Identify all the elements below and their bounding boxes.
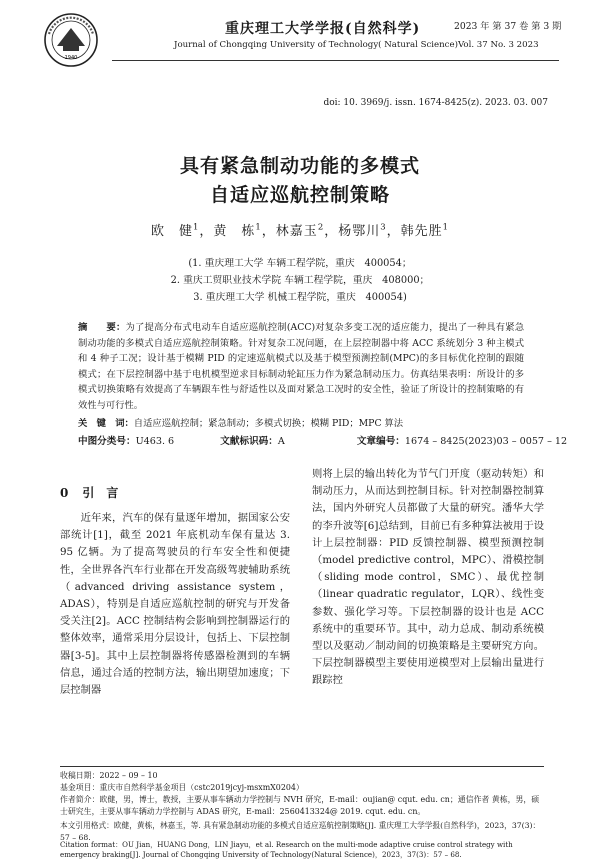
journal-title-cn: 重庆理工大学学报(自然科学) bbox=[225, 21, 421, 37]
abstract-label: 摘 要： bbox=[78, 322, 126, 333]
clc-value: U463. 6 bbox=[135, 436, 175, 447]
article-number-label: 文章编号： bbox=[356, 436, 405, 447]
clc-label: 中图分类号： bbox=[78, 436, 136, 447]
doc-code-label: 文献标识码： bbox=[220, 436, 278, 447]
body-column-left bbox=[60, 510, 290, 699]
section-heading bbox=[60, 484, 118, 501]
paper-title-line2: 自适应巡航控制策略 bbox=[209, 184, 390, 206]
classification-line bbox=[78, 433, 568, 447]
affiliation-3: 3. 重庆理工大学 机械工程学院，重庆 400054) bbox=[193, 292, 407, 303]
body-paragraph: 则将上层的输出转化为节气门开度（驱动转矩）和制动压力，从而达到控制目标。针对控制器控制算法，国内外研究人员都做了大量的研究。潘华大学的李升波等[6]总结到，目前已有多种算法被用于设计上层控制器：PID 反馈控制器、模型预测控制（model predictive control，MPC）、滑模控制（sliding mode control，SMC）、最优控制（linear quadratic regulator，LQR）、线性变参数、强化学习等。下层控制器的设计也是 ACC 系统中的重要环节。其中，动力总成、制动系统模型以及驱动／制动间的切换策略是主要研究方向。下层控制器模型主要使用逆模型对上层输出量进行跟踪控 bbox=[312, 468, 544, 687]
author-affiliation-mark: 1 bbox=[193, 221, 200, 232]
citation-en: Citation format：OU Jian，HUANG Dong，LIN Jiayu，et al. Research on the multi-mode adaptive cruise control strategy with emergency braking[J]. Journal of Chongqing University of Technology(Natural Science)，2023，37(3)：57 – 68. bbox=[60, 840, 513, 859]
affiliation-1: (1. 重庆理工大学 车辆工程学院，重庆 400054； bbox=[188, 258, 412, 269]
body-column-right bbox=[312, 466, 544, 690]
abstract bbox=[78, 320, 524, 414]
article-number-value: 1674 – 8425(2023)03 – 0057 – 12 bbox=[404, 436, 568, 447]
section-number: 0 bbox=[60, 486, 69, 500]
fund-info: 基金项目：重庆市自然科学基金项目（cstc2019jcyj-msxmX0204） bbox=[60, 783, 304, 792]
issue-info-cn: 2023 年 第 37 卷 第 3 期 bbox=[454, 21, 562, 32]
author-name: 韩先胜 bbox=[400, 224, 443, 239]
author-name: 欧 健 bbox=[150, 224, 193, 239]
author-bio: 作者简介：欧健，男，博士，教授，主要从事车辆动力学控制与 NVH 研究，E-mail：oujian@ cqut. edu. cn；通信作者 黄栋，男，硕士研究生，主要从事车辆动力学控制与 ADAS 研究，E-mail：2560413324@ 2019. cqut. edu. cn。 bbox=[60, 795, 540, 816]
author-separator: ， bbox=[261, 224, 276, 239]
affiliation-2: 2. 重庆工贸职业技术学院 车辆工程学院，重庆 408000； bbox=[170, 275, 430, 286]
author-affiliation-mark: 1 bbox=[255, 221, 262, 232]
author-affiliation-mark: 1 bbox=[442, 221, 449, 232]
issue-info-en: Vol. 37 No. 3 2023 bbox=[458, 40, 539, 50]
keywords-label: 关 键 词： bbox=[78, 418, 134, 429]
author-list bbox=[0, 220, 600, 239]
author-separator: ， bbox=[324, 224, 339, 239]
keywords-text: 自适应巡航控制；紧急制动；多模式切换；模糊 PID；MPC 算法 bbox=[133, 418, 404, 429]
university-logo bbox=[43, 12, 99, 68]
journal-title-en: Journal of Chongqing University of Technology( Natural Science) bbox=[174, 40, 458, 50]
section-title: 引 言 bbox=[82, 486, 119, 500]
author-affiliation-mark: 2 bbox=[317, 221, 325, 232]
footnote-rule bbox=[60, 766, 544, 767]
author-affiliation-mark: 3 bbox=[380, 221, 387, 232]
author-name: 杨鄂川 bbox=[338, 224, 381, 239]
header-rule bbox=[112, 60, 559, 61]
doc-code-value: A bbox=[277, 436, 285, 447]
citation-cn: 本文引用格式：欧健，黄栋，林嘉玉，等. 具有紧急制动功能的多模式自适应巡航控制策略[J]. 重庆理工大学学报(自然科学)，2023，37(3)：57 – 68. bbox=[60, 821, 541, 842]
body-paragraph: 近年来，汽车的保有量逐年增加，据国家公安部统计[1]，截至 2021 年底机动车保有量达 3. 95 亿辆。为了提高驾驶员的行车安全性和便捷性，全世界各汽车行业都在开发高级驾驶辅助系统（advanced driving assistance system，ADAS），特别是自适应巡航控制的研究与开发备受关注[2]。ACC 控制结构会影响到控制器运行的整体效率，通常采用分层设计，包括上、下层控制器[3-5]。其中上层控制器将传感器检测到的车辆信息，通过合适的控制方法，输出期望加速度；下层控制器 bbox=[60, 512, 290, 697]
author-name: 黄 栋 bbox=[213, 224, 256, 239]
paper-title-line1: 具有紧急制动功能的多模式 bbox=[179, 155, 420, 177]
keywords bbox=[78, 415, 403, 429]
doi: doi: 10. 3969/j. issn. 1674-8425(z). 2023. 03. 007 bbox=[323, 98, 548, 108]
logo-year: 1940 bbox=[64, 55, 78, 61]
author-separator: ， bbox=[386, 224, 401, 239]
author-separator: ， bbox=[199, 224, 214, 239]
abstract-text: 为了提高分布式电动车自适应巡航控制(ACC)对复杂多变工况的适应能力，提出了一种具有紧急制动功能的多模式自适应巡航控制策略。针对复杂工况问题，在上层控制器中将 ACC 系统划分 3 种主模式和 4 种子工况；设计基于模糊 PID 的定速巡航模式以及基于模型预测控制(MPC)的多目标优化控制的跟随模式；在下层控制器中基于电机模型逆求目标制动轮缸压力作为紧急制动压力。仿真结果表明：所设计的多模式切换策略有效提高了车辆跟车性与舒适性以及面对紧急工况时的安全性，验证了所设计的控制策略的有效性与可行性。 bbox=[78, 322, 524, 411]
received-date: 收稿日期：2022 – 09 – 10 bbox=[60, 771, 158, 780]
author-name: 林嘉玉 bbox=[275, 224, 318, 239]
